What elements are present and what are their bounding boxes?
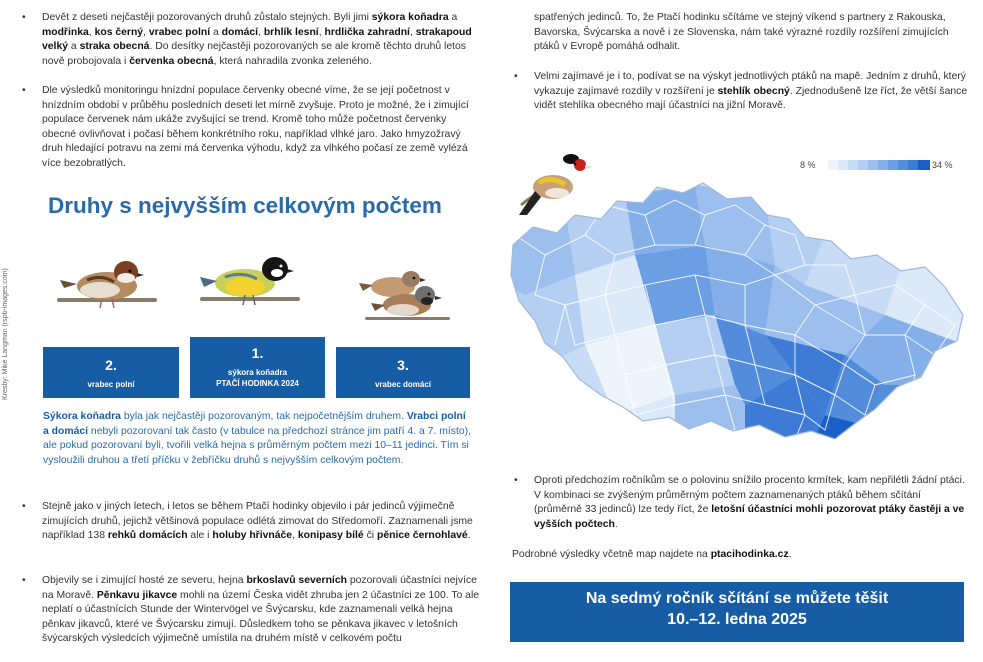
legend-max-label: 34 % [932, 160, 953, 170]
legend-min-label: 8 % [800, 160, 816, 170]
paragraph-northern-guests: • Objevily se i zimující hosté ze severu, hejna brkoslavů severních pozorovali účastníci nejvíce na Moravě. Pěnkavu jikavce mohli na území Česka vidět zhruba jen 2 účastníci ze 100. To ale neplatí o účastnících Stunde der Wintervögel ve Švýcarsku, kde zaznamenali velká hejna pěnkav jikavců, které ve Švýcarsku zimují. Důsledkem toho se pěnkava jikavec v letošních švýcarských výsledcích výjimečně umístila na druhém místě v celkovém počtu [22, 574, 482, 647]
great-tit-illustration [195, 245, 305, 325]
results-link[interactable]: ptacihodinka.cz [710, 549, 789, 560]
results-link-line: Podrobné výsledky včetně map najdete na ptacihodinka.cz. [512, 549, 792, 560]
rank-3-box: 3. vrabec domácí [336, 347, 470, 398]
rank-2-box: 2. vrabec polní [43, 347, 179, 398]
illustration-credit: Kresby: Mike Langman (rspb-images.com) [2, 268, 9, 400]
paragraph-feeders: • Oproti předchozím ročníkům se o polovinu snížilo procento krmítek, kam nepřilétli žádní ptáci. V kombinaci se zvýšeným průměrným počtem zaznamenaných ptáků během sčítání (průměrně 33 jedinců) lze tedy říct, že letošní účastníci mohli pozorovat ptáky častěji a ve vyšších počtech. [514, 474, 968, 532]
czech-map [505, 175, 975, 460]
rank-1-box: 1. sýkora koňadra PTAČÍ HODINKA 2024 [190, 337, 325, 398]
paragraph-robin: • Dle výsledků monitoringu hnízdní populace červenky obecné víme, že se její početnost v hnízdním období v průběhu posledních deseti let mírně zvyšuje. Proto je možné, že i zimující populace červenek nám ukáže zvyšující se trend. Kromě toho může početnost červenky obecné ovlivňovat i počasí během konkrétního roku, například vlhké jaro. Jako hmyzožravý druh hledající potravu na zemi má červenka výhodu, když za vlhkého počasí ze země vylézá více bezobratlých. [22, 84, 482, 172]
tree-sparrow-illustration [52, 250, 162, 330]
paragraph-rare-winterers: • Stejně jako v jiných letech, i letos se během Ptačí hodinky objevilo i pár jedinců výjimečně zimujících druhů, jejichž většinová populace odlétá zimovat do Středomoří. Zaznamenali jsme například 138 rehků domácích ale i holuby hřivnáče, konipasy bílé či pěnice černohlavé. [22, 500, 482, 544]
section-heading: Druhy s nejvyšším celkovým počtem [48, 193, 442, 218]
banner-title: Na sedmý ročník sčítání se můžete těšit [585, 590, 889, 607]
paragraph-winners: Sýkora koňadra byla jak nejčastěji pozorovaným, tak nejpočetnějším druhem. Vrabci polní a domácí nebyli pozorovaní tak často (v tabulce na předchozí stránce jim patří 4. a 7. místo), ale pokud pozorovaní byli, tvořili velká hejna s průměrným počtem mezi 10–11 jedinci. Tím si vysloužili druhou a třetí příčku v žebříčku druhů s nejvyšším celkovým počtem. [43, 411, 471, 466]
next-event-banner [510, 582, 964, 642]
house-sparrow-illustration [345, 265, 455, 340]
banner-date: 10.–12. ledna 2025 [667, 611, 807, 628]
legend-gradient [828, 160, 930, 170]
paragraph-top-species: • Devět z deseti nejčastěji pozorovaných druhů zůstalo stejných. Byli jimi sýkora koňadra a modřinka, kos černý, vrabec polní a domácí, brhlík lesní, hrdlička zahradní, strakapoud velký a straka obecná. Do desítky nejčastěji pozorovaných se ale kromě těchto druhů letos nově probojovala i červenka obecná, která nahradila zvonka zeleného. [22, 11, 482, 69]
paragraph-map-intro: • Velmi zajímavé je i to, podívat se na výskyt jednotlivých ptáků na mapě. Jedním z druhů, který vykazuje zajímavé rozdíly v rozšíření je stehlík obecný. Zjednodušeně lze říct, že větší šance vidět stehlíka obecného mají účastníci na jižní Moravě. [514, 70, 968, 114]
paragraph-partners: spatřených jedinců. To, že Ptačí hodinku sčítáme ve stejný víkend s partnery z Rakouska, Bavorska, Švýcarska a nově i ze Slovenska, nám také výrazné rozdíly rozšíření zimujících ptáků v Evropě pomáhá odhalit. [534, 12, 949, 53]
